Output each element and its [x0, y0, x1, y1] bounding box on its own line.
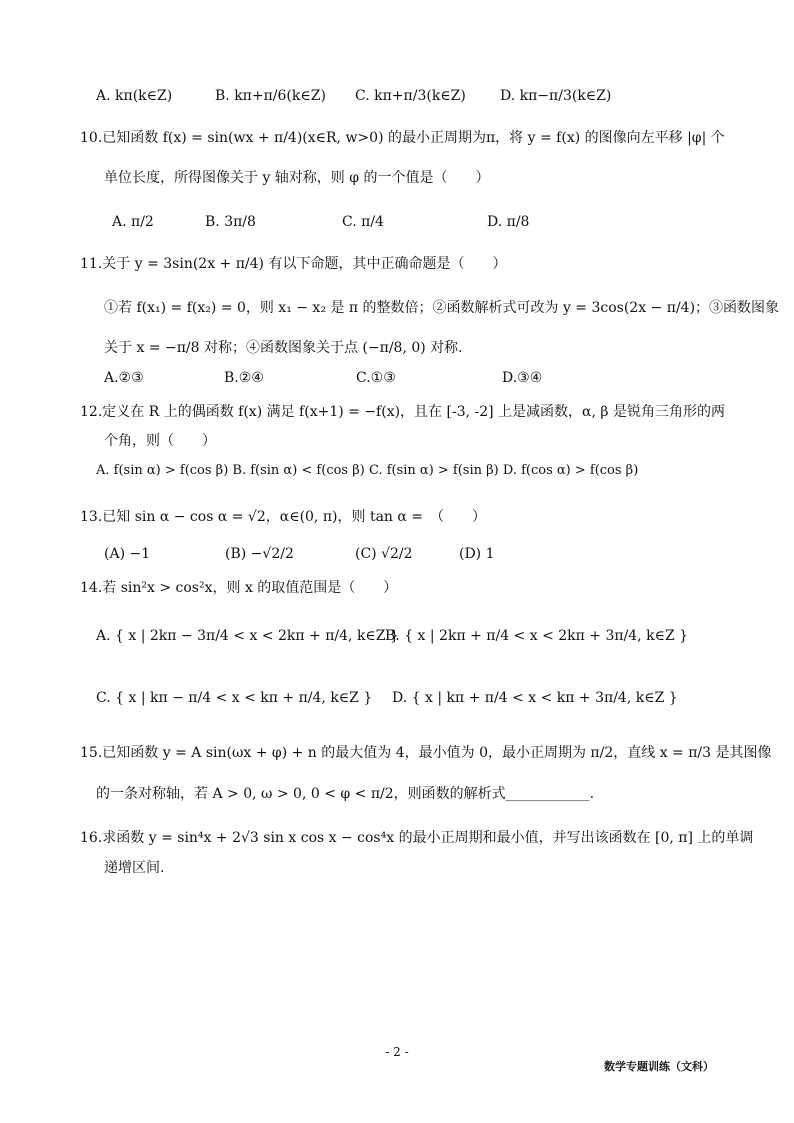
page-number: - 2 - — [385, 1045, 409, 1059]
q11-option-d: D.③④ — [502, 370, 543, 386]
footer-title: 数学专题训练（文科） — [604, 1060, 714, 1073]
q15-line-1: 15.已知函数 y = A sin(ωx + φ) + n 的最大值为 4，最小值为 0，最小正周期为 π/2，直线 x = π/3 是其图像 — [80, 745, 772, 761]
q9-option-c: C. kπ+π/3(k∈Z) — [355, 88, 466, 104]
q14-option-a: A. { x | 2kπ − 3π/4 < x < 2kπ + π/4, k∈Z } — [96, 628, 399, 644]
q9-option-a: A. kπ(k∈Z) — [96, 88, 173, 104]
q11-line-1: 11.关于 y = 3sin(2x + π/4) 有以下命题，其中正确命题是（ ） — [80, 256, 507, 272]
q13-option-b: (B) −√2/2 — [225, 546, 294, 562]
q13-option-a: (A) −1 — [104, 546, 151, 562]
q13-line: 13.已知 sin α − cos α = √2，α∈(0, π)，则 tan α = （ ） — [80, 509, 487, 525]
q13-option-d: (D) 1 — [459, 546, 495, 562]
q11-option-c: C.①③ — [356, 370, 396, 386]
q12-line-2: 个角，则（ ） — [104, 433, 216, 449]
q16-line-1: 16.求函数 y = sin⁴x + 2√3 sin x cos x − cos⁴x 的最小正周期和最小值，并写出该函数在 [0, π] 上的单调 — [80, 830, 754, 846]
q9-option-d: D. kπ−π/3(k∈Z) — [500, 88, 612, 104]
q14-option-c: C. { x | kπ − π/4 < x < kπ + π/4, k∈Z } — [96, 690, 373, 706]
q12-options: A. f(sin α) > f(cos β) B. f(sin α) < f(cos β) C. f(sin α) > f(sin β) D. f(cos α) > f(cos β) — [96, 463, 639, 478]
q11-line-2: ①若 f(x₁) = f(x₂) = 0，则 x₁ − x₂ 是 π 的整数倍；②函数解析式可改为 y = 3cos(2x − π/4)；③函数图象 — [104, 300, 780, 316]
q16-line-2: 递增区间. — [104, 860, 165, 876]
q14-option-b: B. { x | 2kπ + π/4 < x < 2kπ + 3π/4, k∈Z } — [385, 628, 689, 644]
q10-option-c: C. π/4 — [342, 214, 384, 230]
q11-option-b: B.②④ — [224, 370, 264, 386]
q14-line: 14.若 sin²x > cos²x，则 x 的取值范围是（ ） — [80, 580, 398, 596]
q10-line-2: 单位长度，所得图像关于 y 轴对称，则 φ 的一个值是（ ） — [104, 170, 490, 186]
q15-line-2: 的一条对称轴，若 A > 0, ω > 0, 0 < φ < π/2，则函数的解析式____________. — [96, 786, 595, 802]
q10-option-d: D. π/8 — [487, 214, 530, 230]
q12-line-1: 12.定义在 R 上的偶函数 f(x) 满足 f(x+1) = −f(x)，且在 [-3, -2] 上是减函数，α, β 是锐角三角形的两 — [80, 404, 725, 420]
q10-option-a: A. π/2 — [112, 214, 154, 230]
q11-option-a: A.②③ — [104, 370, 144, 386]
q10-line-1: 10.已知函数 f(x) = sin(wx + π/4)(x∈R, w>0) 的最小正周期为π，将 y = f(x) 的图像向左平移 |φ| 个 — [80, 130, 725, 146]
q11-line-3: 关于 x = −π/8 对称；④函数图象关于点 (−π/8, 0) 对称. — [104, 340, 463, 356]
q9-option-b: B. kπ+π/6(k∈Z) — [215, 88, 326, 104]
q13-option-c: (C) √2/2 — [355, 546, 413, 562]
q10-option-b: B. 3π/8 — [205, 214, 256, 230]
q14-option-d: D. { x | kπ + π/4 < x < kπ + 3π/4, k∈Z } — [392, 690, 678, 706]
